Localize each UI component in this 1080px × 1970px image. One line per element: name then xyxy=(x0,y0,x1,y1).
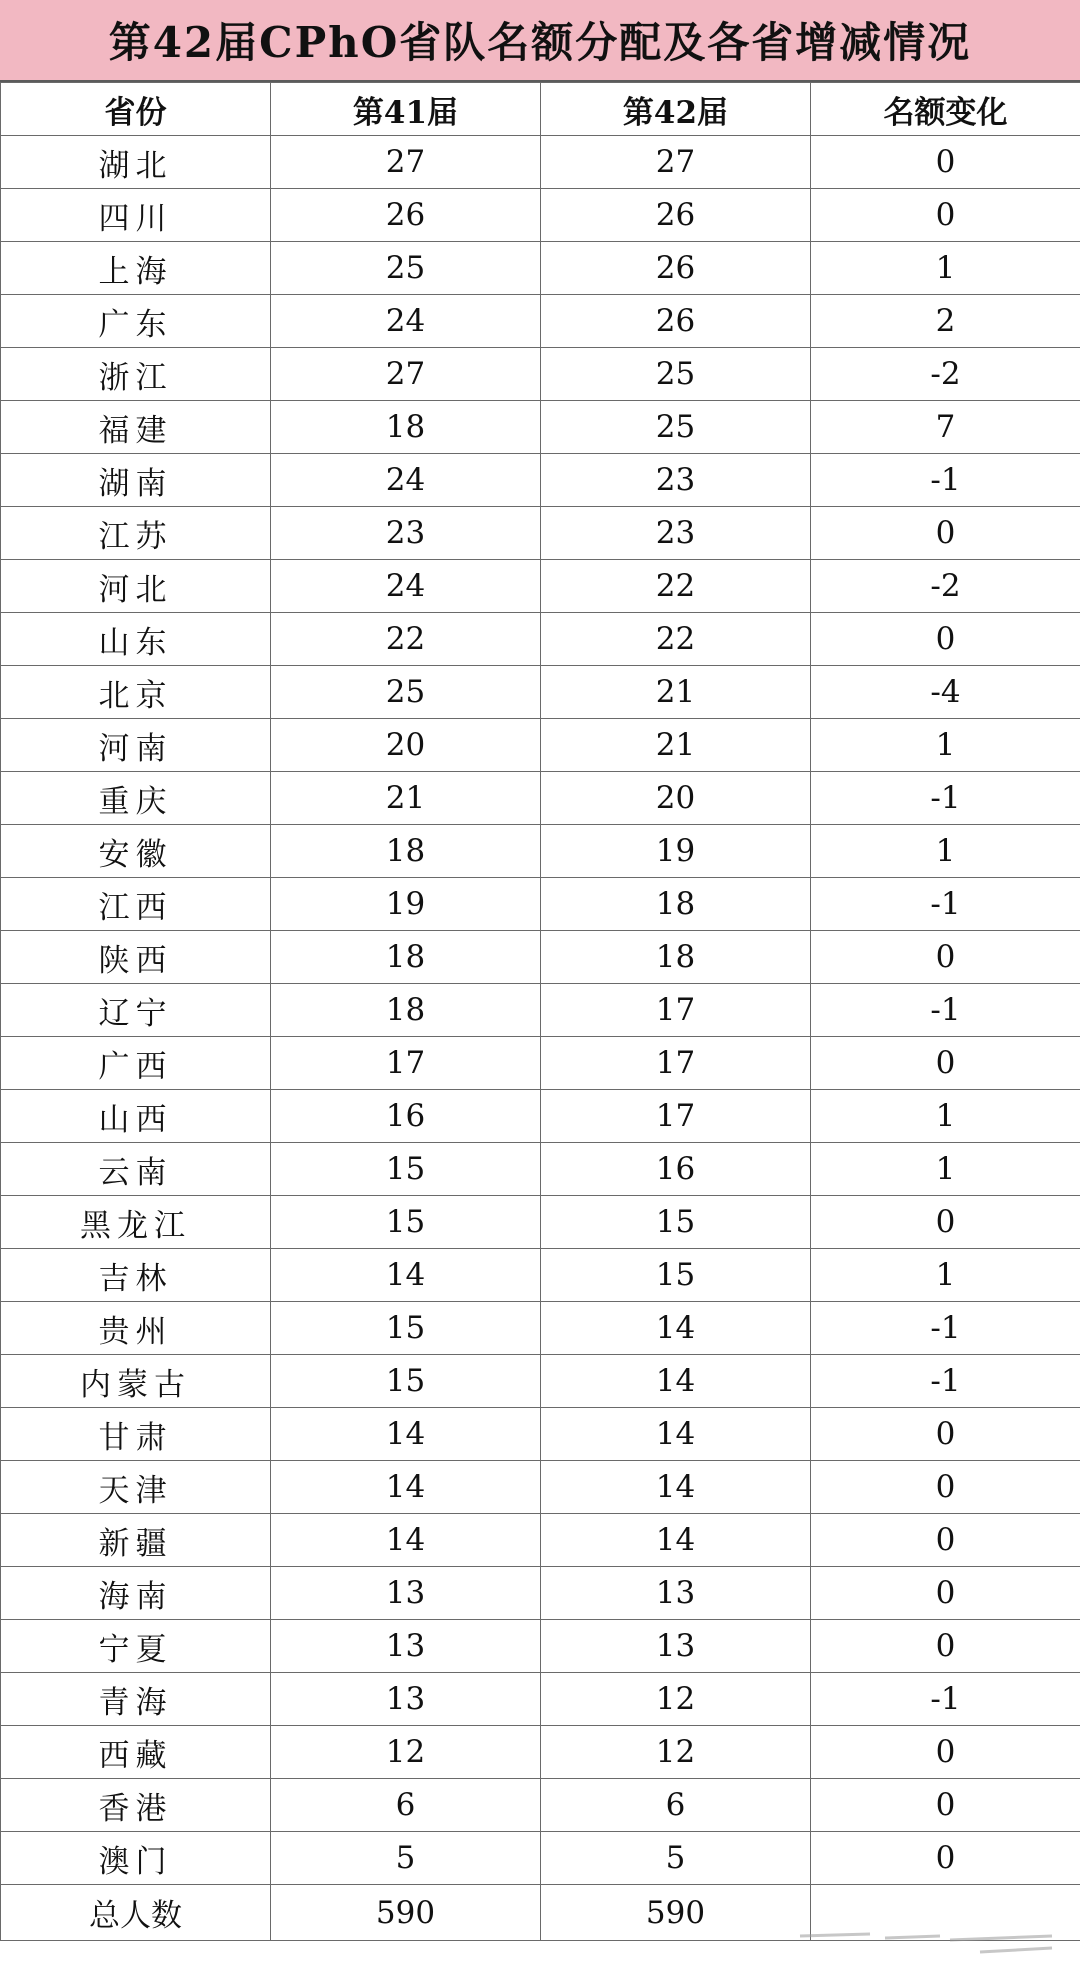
province-cell: 四川 xyxy=(1,189,271,242)
curr-quota-cell: 25 xyxy=(541,348,811,401)
prev-quota-cell: 15 xyxy=(271,1355,541,1408)
prev-quota-cell: 14 xyxy=(271,1408,541,1461)
curr-quota-cell: 14 xyxy=(541,1355,811,1408)
province-cell: 山西 xyxy=(1,1090,271,1143)
prev-quota-cell: 20 xyxy=(271,719,541,772)
change-cell: 0 xyxy=(811,1408,1080,1461)
total-42nd: 590 xyxy=(541,1885,811,1941)
table-row xyxy=(1,1302,1080,1355)
curr-quota-cell: 22 xyxy=(541,613,811,666)
table-row xyxy=(1,560,1080,613)
total-label: 总人数 xyxy=(1,1885,271,1941)
province-cell: 河南 xyxy=(1,719,271,772)
prev-quota-cell: 5 xyxy=(271,1832,541,1885)
province-cell: 新疆 xyxy=(1,1514,271,1567)
table-row xyxy=(1,931,1080,984)
prev-quota-cell: 14 xyxy=(271,1461,541,1514)
prev-quota-cell: 24 xyxy=(271,454,541,507)
curr-quota-cell: 17 xyxy=(541,984,811,1037)
curr-quota-cell: 5 xyxy=(541,1832,811,1885)
curr-quota-cell: 27 xyxy=(541,136,811,189)
table-row xyxy=(1,189,1080,242)
change-cell: -1 xyxy=(811,772,1080,825)
table-row xyxy=(1,1461,1080,1514)
prev-quota-cell: 27 xyxy=(271,348,541,401)
curr-quota-cell: 21 xyxy=(541,666,811,719)
province-cell: 广东 xyxy=(1,295,271,348)
header-row xyxy=(1,83,1080,136)
total-row xyxy=(1,1885,1080,1941)
change-cell: 7 xyxy=(811,401,1080,454)
table-row xyxy=(1,1514,1080,1567)
change-cell: 1 xyxy=(811,1143,1080,1196)
change-cell: 0 xyxy=(811,1567,1080,1620)
province-cell: 吉林 xyxy=(1,1249,271,1302)
province-cell: 澳门 xyxy=(1,1832,271,1885)
change-cell: -1 xyxy=(811,878,1080,931)
province-cell: 天津 xyxy=(1,1461,271,1514)
curr-quota-cell: 14 xyxy=(541,1302,811,1355)
change-cell: 0 xyxy=(811,931,1080,984)
curr-quota-cell: 14 xyxy=(541,1461,811,1514)
change-cell: -1 xyxy=(811,984,1080,1037)
change-cell: 0 xyxy=(811,1037,1080,1090)
province-cell: 湖北 xyxy=(1,136,271,189)
prev-quota-cell: 13 xyxy=(271,1620,541,1673)
curr-quota-cell: 18 xyxy=(541,878,811,931)
province-cell: 湖南 xyxy=(1,454,271,507)
province-cell: 陕西 xyxy=(1,931,271,984)
prev-quota-cell: 18 xyxy=(271,931,541,984)
table-row xyxy=(1,666,1080,719)
table-row xyxy=(1,136,1080,189)
table-row xyxy=(1,1779,1080,1832)
curr-quota-cell: 23 xyxy=(541,507,811,560)
table-row xyxy=(1,1832,1080,1885)
change-cell: -1 xyxy=(811,1673,1080,1726)
total-change xyxy=(811,1885,1080,1941)
province-cell: 甘肃 xyxy=(1,1408,271,1461)
table-row xyxy=(1,613,1080,666)
province-cell: 云南 xyxy=(1,1143,271,1196)
change-cell: -2 xyxy=(811,560,1080,613)
curr-quota-cell: 18 xyxy=(541,931,811,984)
province-cell: 西藏 xyxy=(1,1726,271,1779)
prev-quota-cell: 24 xyxy=(271,295,541,348)
table-row xyxy=(1,454,1080,507)
curr-quota-cell: 14 xyxy=(541,1408,811,1461)
prev-quota-cell: 24 xyxy=(271,560,541,613)
province-cell: 香港 xyxy=(1,1779,271,1832)
curr-quota-cell: 26 xyxy=(541,189,811,242)
curr-quota-cell: 22 xyxy=(541,560,811,613)
province-cell: 北京 xyxy=(1,666,271,719)
curr-quota-cell: 13 xyxy=(541,1620,811,1673)
table-row xyxy=(1,1726,1080,1779)
prev-quota-cell: 14 xyxy=(271,1514,541,1567)
change-cell: -1 xyxy=(811,1355,1080,1408)
prev-quota-cell: 21 xyxy=(271,772,541,825)
prev-quota-cell: 13 xyxy=(271,1567,541,1620)
table-row xyxy=(1,401,1080,454)
page-title: 第42届CPhO省队名额分配及各省增减情况 xyxy=(0,0,1080,82)
table-row xyxy=(1,1620,1080,1673)
change-cell: 0 xyxy=(811,1726,1080,1779)
province-cell: 内蒙古 xyxy=(1,1355,271,1408)
change-cell: 0 xyxy=(811,1620,1080,1673)
province-cell: 福建 xyxy=(1,401,271,454)
province-cell: 宁夏 xyxy=(1,1620,271,1673)
prev-quota-cell: 16 xyxy=(271,1090,541,1143)
curr-quota-cell: 12 xyxy=(541,1726,811,1779)
curr-quota-cell: 13 xyxy=(541,1567,811,1620)
change-cell: 0 xyxy=(811,1461,1080,1514)
curr-quota-cell: 21 xyxy=(541,719,811,772)
province-cell: 青海 xyxy=(1,1673,271,1726)
change-cell: 1 xyxy=(811,825,1080,878)
prev-quota-cell: 17 xyxy=(271,1037,541,1090)
curr-quota-cell: 16 xyxy=(541,1143,811,1196)
change-cell: 0 xyxy=(811,507,1080,560)
curr-quota-cell: 25 xyxy=(541,401,811,454)
table-row xyxy=(1,1037,1080,1090)
change-cell: 0 xyxy=(811,1196,1080,1249)
prev-quota-cell: 19 xyxy=(271,878,541,931)
change-cell: 1 xyxy=(811,1249,1080,1302)
table-row xyxy=(1,1355,1080,1408)
table-row xyxy=(1,242,1080,295)
province-cell: 安徽 xyxy=(1,825,271,878)
change-cell: 0 xyxy=(811,613,1080,666)
province-cell: 黑龙江 xyxy=(1,1196,271,1249)
province-cell: 辽宁 xyxy=(1,984,271,1037)
table-row xyxy=(1,1249,1080,1302)
header-41st: 第41届 xyxy=(271,83,541,136)
curr-quota-cell: 17 xyxy=(541,1090,811,1143)
change-cell: 2 xyxy=(811,295,1080,348)
province-cell: 重庆 xyxy=(1,772,271,825)
prev-quota-cell: 15 xyxy=(271,1302,541,1355)
prev-quota-cell: 25 xyxy=(271,666,541,719)
curr-quota-cell: 14 xyxy=(541,1514,811,1567)
prev-quota-cell: 26 xyxy=(271,189,541,242)
prev-quota-cell: 18 xyxy=(271,825,541,878)
change-cell: 0 xyxy=(811,1514,1080,1567)
change-cell: 1 xyxy=(811,242,1080,295)
table-row xyxy=(1,772,1080,825)
change-cell: -1 xyxy=(811,454,1080,507)
curr-quota-cell: 20 xyxy=(541,772,811,825)
prev-quota-cell: 23 xyxy=(271,507,541,560)
curr-quota-cell: 15 xyxy=(541,1249,811,1302)
change-cell: 1 xyxy=(811,719,1080,772)
table-row xyxy=(1,1408,1080,1461)
table-row xyxy=(1,295,1080,348)
province-cell: 山东 xyxy=(1,613,271,666)
curr-quota-cell: 15 xyxy=(541,1196,811,1249)
table-body xyxy=(1,136,1080,1885)
table-row xyxy=(1,507,1080,560)
table-row xyxy=(1,1090,1080,1143)
table-row xyxy=(1,1196,1080,1249)
table-row xyxy=(1,825,1080,878)
change-cell: -2 xyxy=(811,348,1080,401)
change-cell: 0 xyxy=(811,136,1080,189)
table-row xyxy=(1,719,1080,772)
curr-quota-cell: 12 xyxy=(541,1673,811,1726)
prev-quota-cell: 18 xyxy=(271,401,541,454)
change-cell: 0 xyxy=(811,1779,1080,1832)
prev-quota-cell: 15 xyxy=(271,1196,541,1249)
province-cell: 上海 xyxy=(1,242,271,295)
prev-quota-cell: 22 xyxy=(271,613,541,666)
prev-quota-cell: 25 xyxy=(271,242,541,295)
total-41st: 590 xyxy=(271,1885,541,1941)
change-cell: -1 xyxy=(811,1302,1080,1355)
curr-quota-cell: 19 xyxy=(541,825,811,878)
province-cell: 广西 xyxy=(1,1037,271,1090)
prev-quota-cell: 27 xyxy=(271,136,541,189)
prev-quota-cell: 14 xyxy=(271,1249,541,1302)
prev-quota-cell: 12 xyxy=(271,1726,541,1779)
table-row xyxy=(1,1673,1080,1726)
table-row xyxy=(1,1143,1080,1196)
header-42nd: 第42届 xyxy=(541,83,811,136)
prev-quota-cell: 18 xyxy=(271,984,541,1037)
curr-quota-cell: 26 xyxy=(541,295,811,348)
change-cell: 0 xyxy=(811,189,1080,242)
province-cell: 贵州 xyxy=(1,1302,271,1355)
change-cell: -4 xyxy=(811,666,1080,719)
quota-table xyxy=(0,82,1080,1941)
curr-quota-cell: 26 xyxy=(541,242,811,295)
province-cell: 海南 xyxy=(1,1567,271,1620)
curr-quota-cell: 23 xyxy=(541,454,811,507)
province-cell: 浙江 xyxy=(1,348,271,401)
province-cell: 江西 xyxy=(1,878,271,931)
header-change: 名额变化 xyxy=(811,83,1080,136)
change-cell: 1 xyxy=(811,1090,1080,1143)
prev-quota-cell: 15 xyxy=(271,1143,541,1196)
header-province: 省份 xyxy=(1,83,271,136)
curr-quota-cell: 17 xyxy=(541,1037,811,1090)
prev-quota-cell: 6 xyxy=(271,1779,541,1832)
province-cell: 江苏 xyxy=(1,507,271,560)
table-row xyxy=(1,1567,1080,1620)
table-row xyxy=(1,348,1080,401)
table-row xyxy=(1,984,1080,1037)
province-cell: 河北 xyxy=(1,560,271,613)
table-row xyxy=(1,878,1080,931)
prev-quota-cell: 13 xyxy=(271,1673,541,1726)
curr-quota-cell: 6 xyxy=(541,1779,811,1832)
change-cell: 0 xyxy=(811,1832,1080,1885)
